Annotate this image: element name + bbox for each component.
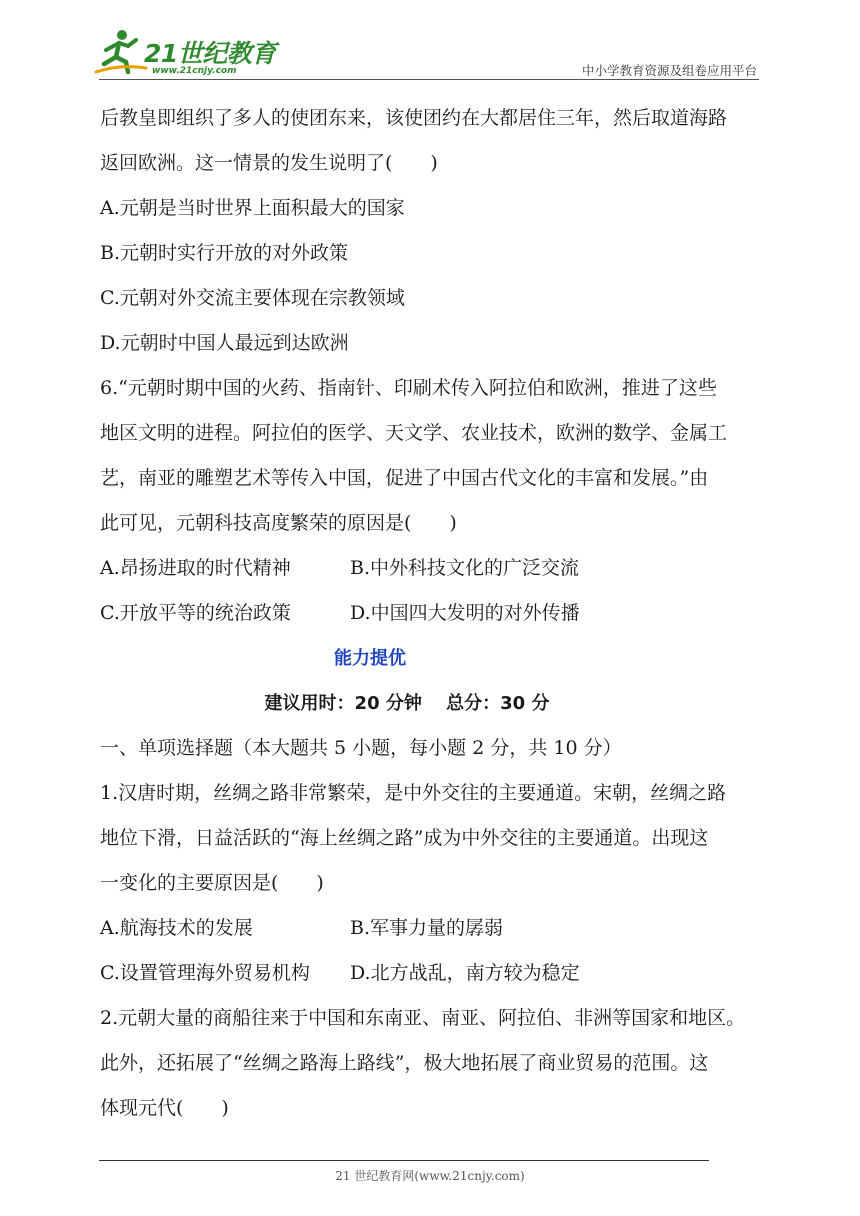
option-c: C.开放平等的统治政策 [100, 602, 291, 624]
header-platform-name: 中小学教育资源及组卷应用平台 [581, 63, 757, 78]
question-6-text: 6.“元朝时期中国的火药、指南针、印刷术传入阿拉伯和欧洲，推进了这些 [100, 377, 717, 399]
option-d: D.北方战乱，南方较为稳定 [350, 962, 580, 984]
question-text: 返回欧洲。这一情景的发生说明了( ) [100, 152, 438, 174]
footer-text: 21 世纪教育网(www.21cnjy.com) [335, 1169, 525, 1183]
question-2-text: 2.元朝大量的商船往来于中国和东南亚、南亚、阿拉伯、非洲等国家和地区。 [100, 1007, 746, 1029]
options-row [100, 951, 762, 996]
option-b: B.军事力量的孱弱 [350, 917, 504, 939]
options-row [100, 546, 762, 591]
option-b: B.元朝时实行开放的对外政策 [100, 242, 349, 264]
section-title: 能力提优 [334, 648, 406, 669]
header-divider [99, 79, 759, 80]
option-b: B.中外科技文化的广泛交流 [350, 557, 580, 579]
page-header [0, 0, 860, 80]
logo-url: www.21cnjy.com [152, 66, 237, 76]
option-c: C.元朝对外交流主要体现在宗教领域 [100, 287, 405, 309]
footer-divider [99, 1160, 709, 1161]
question-1-text: 一变化的主要原因是( ) [100, 872, 324, 894]
question-text: 后教皇即组织了多人的使团东来，该使团约在大都居住三年，然后取道海路 [100, 107, 728, 129]
option-d: D.中国四大发明的对外传播 [350, 602, 580, 624]
option-c: C.设置管理海外贸易机构 [100, 962, 310, 984]
time-info: 建议用时：20 分钟 总分：30 分 [264, 693, 550, 714]
question-1-text: 1.汉唐时期，丝绸之路非常繁荣，是中外交往的主要通道。宋朝，丝绸之路 [100, 782, 727, 804]
page-content [100, 96, 762, 1131]
option-a: A.元朝是当时世界上面积最大的国家 [100, 197, 405, 219]
question-6-text: 此可见，元朝科技高度繁荣的原因是( ) [100, 512, 457, 534]
option-a: A.昂扬进取的时代精神 [100, 557, 291, 579]
logo-text: 21世纪教育 [144, 39, 276, 68]
question-6-text: 地区文明的进程。阿拉伯的医学、天文学、农业技术，欧洲的数学、金属工 [100, 422, 728, 444]
question-6-text: 艺，南亚的雕塑艺术等传入中国，促进了中国古代文化的丰富和发展。”由 [100, 467, 709, 489]
runner-logo-icon [92, 28, 148, 76]
options-row [100, 591, 762, 636]
question-2-text: 此外，还拓展了“丝绸之路海上路线”，极大地拓展了商业贸易的范围。这 [100, 1052, 709, 1074]
site-logo [92, 28, 276, 80]
part-heading: 一、单项选择题（本大题共 5 小题，每小题 2 分，共 10 分） [100, 737, 622, 759]
options-row [100, 906, 762, 951]
option-d: D.元朝时中国人最远到达欧洲 [100, 332, 349, 354]
question-1-text: 地位下滑，日益活跃的“海上丝绸之路”成为中外交往的主要通道。出现这 [100, 827, 709, 849]
option-a: A.航海技术的发展 [100, 917, 253, 939]
question-2-text: 体现元代( ) [100, 1097, 229, 1119]
